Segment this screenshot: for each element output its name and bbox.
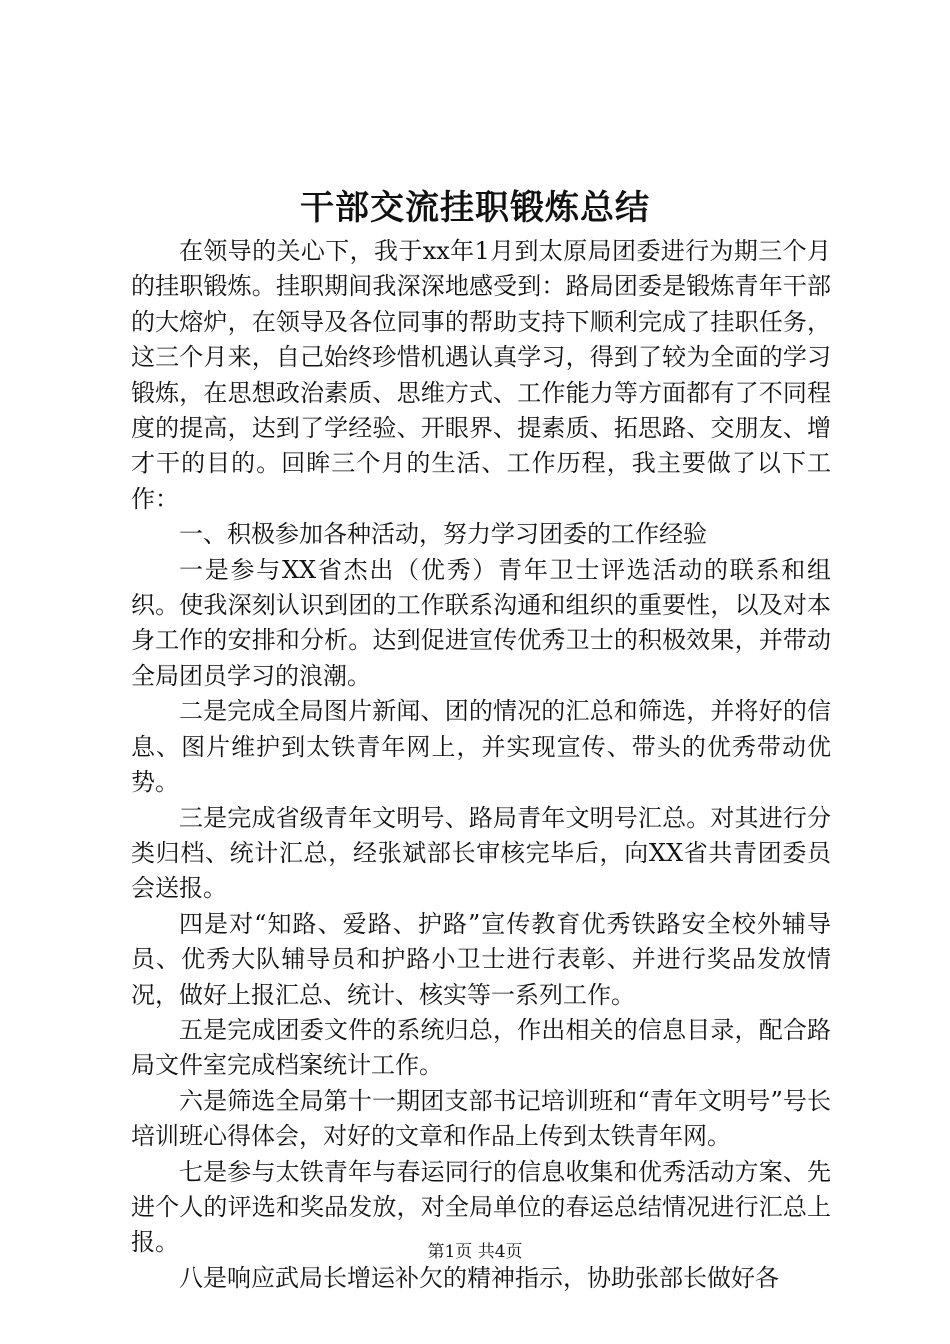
paragraph-item-7: 七是参与太铁青年与春运同行的信息收集和优秀活动方案、先进个人的评选和奖品发放，对全局单位的春运总结情况进行汇总上报。 (131, 1157, 831, 1257)
page-number-footer: 第1页 共4页 (427, 1242, 523, 1262)
document-title: 干部交流挂职锻炼总结 (300, 188, 650, 228)
paragraph-item-3: 三是完成省级青年文明号、路局青年文明号汇总。对其进行分类归档、统计汇总，经张斌部长审核完毕后，向XX省共青团委员会送报。 (131, 803, 831, 903)
paragraph-intro: 在领导的关心下，我于xx年1月到太原局团委进行为期三个月的挂职锻炼。挂职期间我深深地感受到：路局团委是锻炼青年干部的大熔炉，在领导及各位同事的帮助支持下顺利完成了挂职任务，这三个月来，自己始终珍惜机遇认真学习，得到了较为全面的学习锻炼，在思想政治素质、思维方式、工作能力等方面都有了不同程度的提高，达到了学经验、开眼界、提素质、拓思路、交朋友、增才干的目的。回眸三个月的生活、工作历程，我主要做了以下工作： (131, 237, 831, 513)
paragraph-item-5: 五是完成团委文件的系统归总，作出相关的信息目录，配合路局文件室完成档案统计工作。 (131, 1015, 831, 1080)
paragraph-item-2: 二是完成全局图片新闻、团的情况的汇总和筛选，并将好的信息、图片维护到太铁青年网上，并实现宣传、带头的优秀带动优势。 (131, 697, 831, 797)
paragraph-item-1: 一是参与XX省杰出（优秀）青年卫士评选活动的联系和组织。使我深刻认识到团的工作联系沟通和组织的重要性，以及对本身工作的安排和分析。达到促进宣传优秀卫士的积极效果，并带动全局团员学习的浪潮。 (131, 555, 831, 690)
document-body (131, 234, 831, 1296)
paragraph-item-6: 六是筛选全局第十一期团支部书记培训班和“青年文明号”号长培训班心得体会，对好的文章和作品上传到太铁青年网。 (131, 1086, 831, 1151)
paragraph-item-4: 四是对“知路、爱路、护路”宣传教育优秀铁路安全校外辅导员、优秀大队辅导员和护路小卫士进行表彰、并进行奖品发放情况，做好上报汇总、统计、核实等一系列工作。 (131, 909, 831, 1009)
section-heading-1: 一、积极参加各种活动，努力学习团委的工作经验 (179, 520, 707, 549)
paragraph-item-8: 八是响应武局长增运补欠的精神指示，协助张部长做好各 (179, 1263, 779, 1292)
